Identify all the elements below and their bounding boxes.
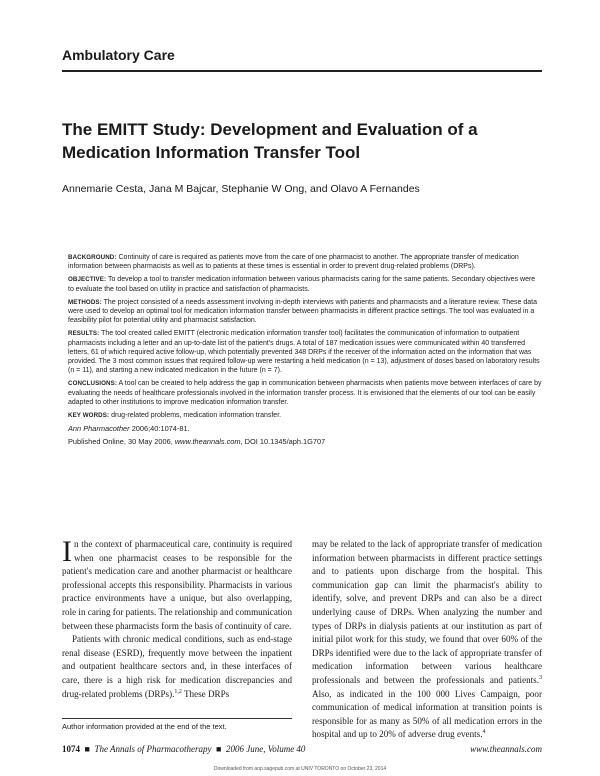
section-label: Ambulatory Care — [62, 47, 175, 63]
body-paragraph-3-text: may be related to the lack of appropriate transfer of medication information between pharmacists in different practice settings and to patients upon discharge from the hospital. This communication gap can limit the pharmacist's ability to identify, solve, and prevent DRPs and can also be a direct underlying cause of DRPs. When analyzing the number and types of DRPs in dialysis patients at our institution as part of initial pilot work for this study, we found that over 60% of the DRPs identified were due to the lack of appropriate transfer of medication information between various healthcare professionals and between the professionals and patients. — [312, 539, 542, 685]
abstract-keywords-label: KEY WORDS: — [68, 412, 110, 420]
footer-bullet: ■ — [213, 744, 224, 754]
reference-marker: 1,2 — [174, 688, 182, 695]
abstract-objective — [68, 275, 542, 293]
published-doi: , DOI 10.1345/aph.1G707 — [240, 437, 326, 447]
citation-volume: 2006;40:1074-81. — [131, 424, 190, 434]
page-number: 1074 — [62, 744, 80, 754]
journal-url-link[interactable]: www.theannals.com — [470, 744, 542, 754]
body-paragraph-1 — [62, 535, 292, 633]
abstract — [68, 253, 542, 451]
reference-marker: 4 — [482, 729, 486, 736]
body-paragraph-1-text: n the context of pharmaceutical care, continuity is required when one pharmacist ceases to be responsible for the patient's medication care and another pharmacist or healthcare professional accepts this responsibility. Pharmacists in various practice environments have a unique, but also overlapping, role in caring for patients. The relationship and communication between these pharmacists form the basis of continuity of care. — [62, 539, 292, 631]
author-list: Annemarie Cesta, Jana M Bajcar, Stephanie W Ong, and Olavo A Fernandes — [62, 183, 420, 195]
body-paragraph-2-tail: These DRPs — [181, 688, 230, 699]
abstract-methods — [68, 298, 542, 326]
abstract-results-text: The tool created called EMITT (electronic medication information transfer tool) facilitates the communication of information to outpatient pharmacists including a letter and an up-to-date list of the patient's drugs. A total of 187 medication issues were communicated within 40 transferred letters, 61 of which required active follow-up, which potentially prevented 348 DRPs if the receiver of the information acted on the information that was provided. The 3 most common issues that required follow-up were restarting a held medication (n = 13), adjustment of doses based on laboratory results (n = 11), and starting a new indicated medication in the future (n = 7). — [68, 330, 540, 375]
published-date: Published Online, 30 May 2006, — [68, 437, 173, 447]
abstract-methods-label: METHODS: — [68, 298, 102, 306]
journal-name: The Annals of Pharmacotherapy — [94, 744, 212, 754]
citation — [68, 424, 542, 433]
abstract-conclusions-label: CONCLUSIONS: — [68, 380, 117, 388]
abstract-conclusions-text: A tool can be created to help address the gap in communication between pharmacists when patients move between interfaces of care by evaluating the needs of healthcare professionals involved in the information transfer process. It is envisioned that the elements of our tool can be easily adapted to other institutions to improve medication information transfer. — [68, 380, 542, 406]
issue-info: 2006 June, Volume 40 — [225, 744, 306, 754]
section-divider — [62, 70, 542, 72]
abstract-results — [68, 329, 542, 375]
abstract-background-label: BACKGROUND: — [68, 254, 117, 261]
abstract-results-label: RESULTS: — [68, 330, 100, 338]
body-column-left — [62, 535, 292, 701]
download-notice: Downloaded from aop.sagepub.com at UNIV TORONTO on October 23, 2014 — [213, 766, 387, 772]
abstract-objective-label: OBJECTIVE: — [68, 276, 107, 284]
abstract-background-text: Continuity of care is required as patients move from the care of one pharmacist to another. The appropriate transfer of medication information between pharmacists as well as to patients at these times is essential in order to prevent drug-related problems (DRPs). — [68, 254, 519, 271]
author-info-footnote: Author information provided at the end of the text. — [62, 722, 227, 731]
body-column-right — [312, 538, 542, 742]
published-url-link[interactable]: www.theannals.com — [174, 437, 241, 447]
drop-cap: I — [62, 535, 72, 568]
abstract-conclusions — [68, 379, 542, 407]
reference-marker: 3 — [539, 674, 542, 681]
citation-journal: Ann Pharmacother — [68, 424, 130, 434]
footer-bullet: ■ — [82, 744, 93, 754]
abstract-keywords-text: drug-related problems, medication information transfer. — [111, 412, 282, 420]
page-footer — [62, 744, 542, 754]
abstract-background — [68, 253, 542, 271]
abstract-methods-text: The project consisted of a needs assessment involving in-depth interviews with patients and pharmacists and a literature review. These data were used to develop an optimal tool for medication information transfer between pharmacists in different practice settings. The tool was evaluated in a feasibility pilot for potential utility and pharmacist satisfaction. — [68, 298, 537, 325]
body-paragraph-2-text: Patients with chronic medical conditions, such as end-stage renal disease (ESRD), frequently move between the inpatient and outpatient healthcare sectors and, in these interfaces of care, there is a high risk for medication discrepancies and drug-related problems (DRPs). — [62, 634, 292, 699]
abstract-objective-text: To develop a tool to transfer medication information between various pharmacists caring for the same patients. Secondary objectives were to evaluate the tool based on utility in practice and satisfaction of pharmacists. — [68, 276, 536, 293]
body-paragraph-3-continued: Also, as indicated in the 100 000 Lives Campaign, poor communication of medical information at transition points is responsible for as many as 50% of all medication errors in the hospital and up to 20% of adverse drug events. — [312, 688, 542, 740]
published-online — [68, 437, 542, 446]
body-paragraph-2 — [62, 633, 292, 701]
footnote-divider — [62, 718, 292, 719]
article-title: The EMITT Study: Development and Evaluation of a Medication Information Transfer Tool — [62, 120, 478, 162]
abstract-keywords — [68, 411, 542, 420]
body-paragraph-3 — [312, 538, 542, 742]
